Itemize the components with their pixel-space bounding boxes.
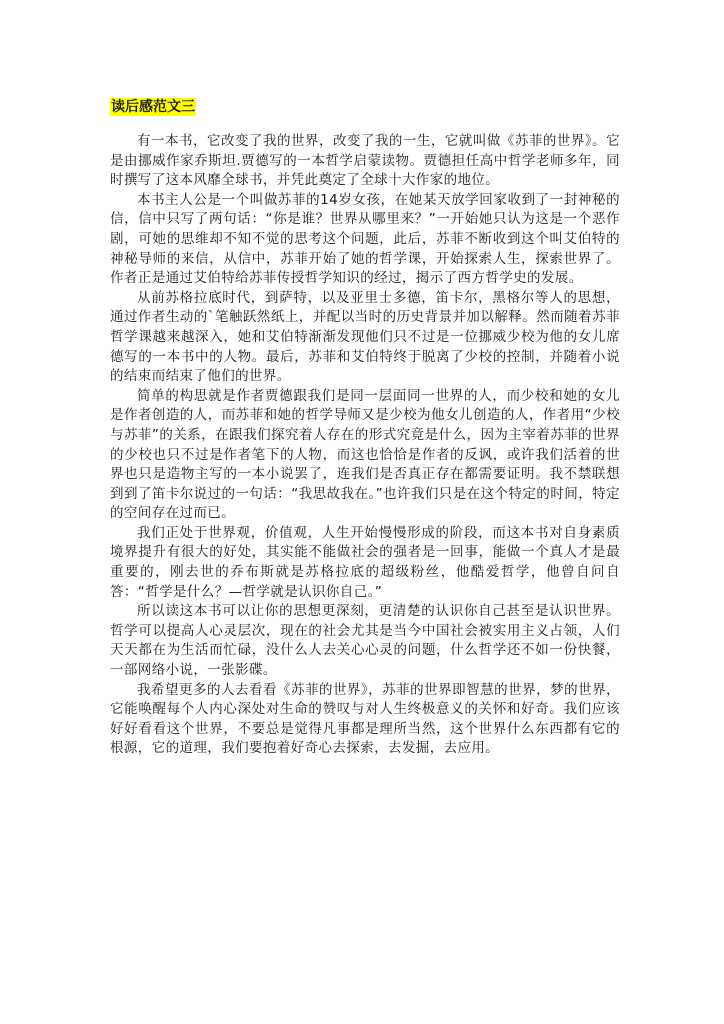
paragraph-1: 有一本书，它改变了我的世界，改变了我的一生，它就叫做《苏菲的世界》。它是由挪威作家乔斯坦.贾德写的一本哲学启蒙读物。贾德担任高中哲学老师多年，同时撰写了这本风靡全球书，并凭此奠定了全球十大作家的地位。 (110, 133, 620, 189)
document-body (110, 132, 620, 759)
paragraph-7: 我希望更多的人去看看《苏菲的世界》，苏菲的世界即智慧的世界，梦的世界，它能唤醒每个人内心深处对生命的赞叹与对人生终极意义的关怀和好奇。我们应该好好看看这个世界，不要总是觉得凡事都是理所当然，这个世界什么东西都有它的根源，它的道理，我们要抱着好奇心去探索，去发掘，去应用。 (110, 681, 620, 757)
paragraph-6: 所以读这本书可以让你的思想更深刻，更清楚的认识你自己甚至是认识世界。哲学可以提高人心灵层次，现在的社会尤其是当今中国社会被实用主义占领，人们天天都在为生活而忙碌，没什么人去关心心灵的问题，什么哲学还不如一份快餐，一部网络小说，一张影碟。 (110, 603, 620, 679)
document-title: 读后感范文三 (111, 99, 195, 115)
paragraph-2: 本书主人公是一个叫做苏菲的14岁女孩，在她某天放学回家收到了一封神秘的信，信中只写了两句话：“你是谁？世界从哪里来？”一开始她只认为这是一个恶作剧，可她的思维却不知不觉的思考这个问题，此后，苏菲不断收到这个叫艾伯特的神秘导师的来信，从信中，苏菲开始了她的哲学课，开始探索人生，探索世界了。作者正是通过艾伯特给苏菲传授哲学知识的经过，揭示了西方哲学史的发展。 (110, 191, 620, 287)
document-page (110, 96, 620, 759)
paragraph-3: 从前苏格拉底时代，到萨特，以及亚里士多德，笛卡尔，黑格尔等人的思想，通过作者生动的`笔触跃然纸上，并配以当时的历史背景并加以解释。然而随着苏菲哲学课越来越深入，她和艾伯特渐渐发现他们只不过是一位挪威少校为他的女儿席德写的一本书中的人物。最后，苏菲和艾伯特终于脱离了少校的控制，并随着小说的结束而结束了他们的世界。 (110, 289, 620, 385)
paragraph-5: 我们正处于世界观，价值观，人生开始慢慢形成的阶段，而这本书对自身素质境界提升有很大的好处，其实能不能做社会的强者是一回事，能做一个真人才是最重要的，刚去世的乔布斯就是苏格拉底的超级粉丝，他酷爱哲学，他曾自问自答：“哲学是什么？—哲学就是认识你自己。” (110, 524, 620, 600)
paragraph-4: 简单的构思就是作者贾德跟我们是同一层面同一世界的人，而少校和她的女儿是作者创造的人，而苏菲和她的哲学导师又是少校为他女儿创造的人，作者用“少校与苏菲”的关系，在跟我们探究着人存在的形式究竟是什么，因为主宰着苏菲的世界的少校也只不过是作者笔下的人物，而这也恰恰是作者的反讽，或许我们活着的世界也只是造物主写的一本小说罢了，连我们是否真正存在都需要证明。我不禁联想到到了笛卡尔说过的一句话：“我思故我在。”也许我们只是在这个特定的时间，特定的空间存在过而已。 (110, 387, 620, 522)
